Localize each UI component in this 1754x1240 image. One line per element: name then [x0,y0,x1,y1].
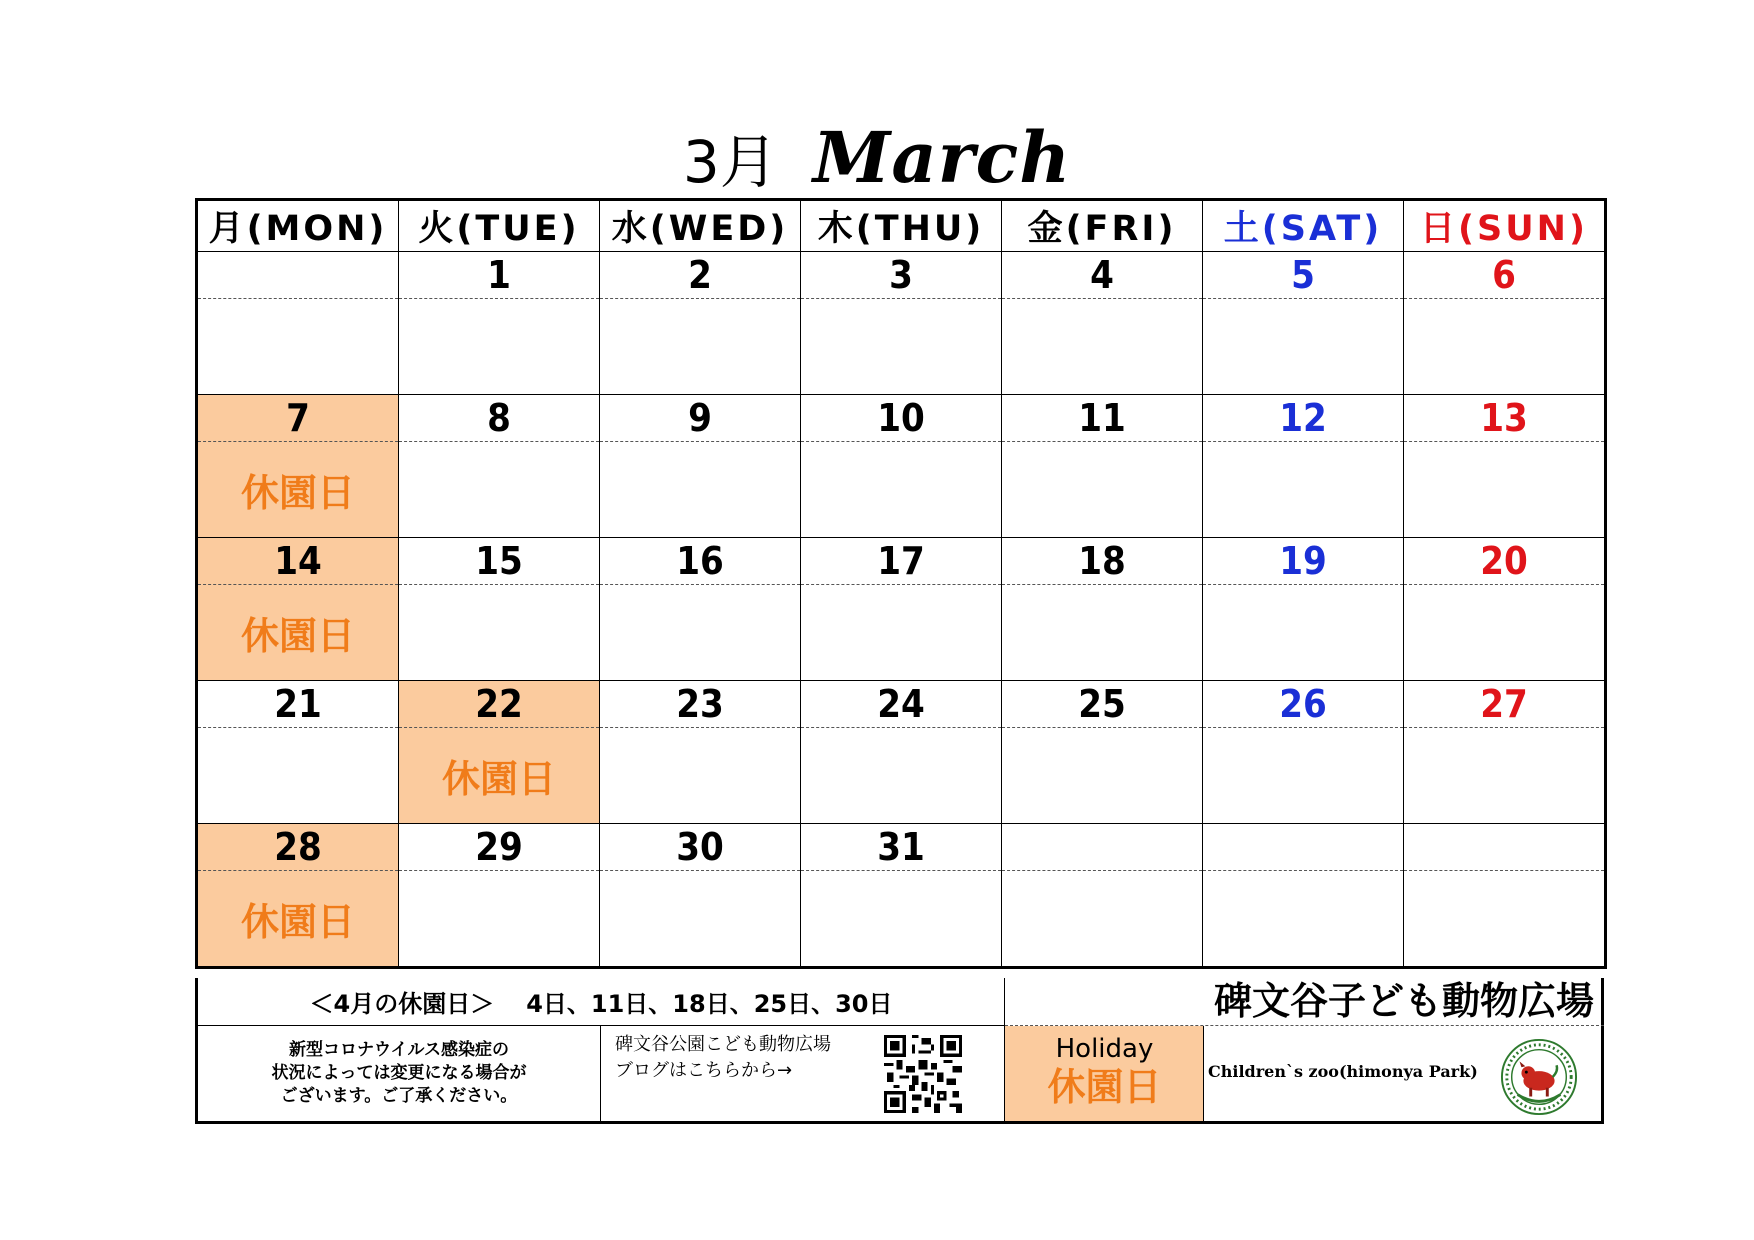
notice-line: 状況によっては変更になる場合が [271,1063,527,1083]
day-memo-cell [399,299,600,395]
weekday-header: 日(SUN) [1404,200,1606,252]
day-memo-cell [197,585,399,681]
day-number: 20 [1404,538,1606,585]
day-memo-cell [600,728,801,824]
calendar-grid [195,198,1607,969]
day-number: 11 [1002,395,1203,442]
day-number [1002,824,1203,871]
day-number: 9 [600,395,801,442]
day-memo-cell [600,871,801,968]
day-memo-cell [600,299,801,395]
april-label: ＜4月の休園日＞ [309,990,495,1018]
day-memo-cell [1404,442,1606,538]
weekday-header: 木(THU) [801,200,1002,252]
day-memo-cell [399,728,600,824]
day-number [1203,824,1404,871]
day-number: 4 [1002,252,1203,299]
day-number: 13 [1404,395,1606,442]
day-number: 21 [197,681,399,728]
day-number [197,252,399,299]
day-number: 27 [1404,681,1606,728]
day-memo-cell [1203,728,1404,824]
day-number: 28 [197,824,399,871]
day-memo-cell [1203,442,1404,538]
blog-line: 碑文谷公園こども動物広場 [615,1034,831,1055]
calendar-footer [195,978,1604,1124]
month-jp: 3月 [682,128,778,196]
day-number: 18 [1002,538,1203,585]
legend-holiday [1005,1026,1204,1121]
day-memo-cell [600,442,801,538]
day-number: 7 [197,395,399,442]
day-memo-cell [1002,299,1203,395]
april-closed-days [198,978,1005,1026]
closed-day-label: 休園日 [441,757,556,801]
day-number: 17 [801,538,1002,585]
day-number: 3 [801,252,1002,299]
day-number: 2 [600,252,801,299]
month-en: March [812,115,1072,199]
day-memo-cell [197,442,399,538]
day-number: 1 [399,252,600,299]
day-number: 5 [1203,252,1404,299]
legend-en: Holiday [1055,1034,1154,1064]
day-memo-cell [197,728,399,824]
weekday-header: 土(SAT) [1203,200,1404,252]
day-memo-cell [197,299,399,395]
closed-day-label: 休園日 [240,900,355,944]
covid-notice [198,1026,601,1121]
notice-line: 新型コロナウイルス感染症の [289,1040,509,1060]
legend-jp: 休園日 [1047,1065,1162,1109]
day-number: 12 [1203,395,1404,442]
day-number: 23 [600,681,801,728]
april-dates: 4日、11日、18日、25日、30日 [526,990,893,1018]
notice-line: ございます。ご了承ください。 [280,1086,518,1106]
weekday-header: 月(MON) [197,200,399,252]
day-memo-cell [1203,299,1404,395]
day-memo-cell [399,871,600,968]
day-memo-cell [197,871,399,968]
closed-day-label: 休園日 [240,471,355,515]
day-memo-cell [1002,871,1203,968]
day-number: 16 [600,538,801,585]
day-memo-cell [1002,442,1203,538]
zoo-name: 碑文谷子ども動物広場 [1005,978,1604,1026]
calendar-title [0,115,1754,199]
day-number: 30 [600,824,801,871]
day-memo-cell [1203,585,1404,681]
day-number [1404,824,1606,871]
day-number: 26 [1203,681,1404,728]
day-memo-cell [399,585,600,681]
day-number: 24 [801,681,1002,728]
day-memo-cell [1002,728,1203,824]
day-memo-cell [801,585,1002,681]
weekday-header: 金(FRI) [1002,200,1203,252]
blog-line: ブログはこちらから→ [615,1060,793,1081]
day-number: 19 [1203,538,1404,585]
day-memo-cell [801,871,1002,968]
closed-day-label: 休園日 [240,614,355,658]
day-number: 8 [399,395,600,442]
day-memo-cell [1404,728,1606,824]
blog-info [601,1026,1005,1121]
day-memo-cell [1203,871,1404,968]
day-memo-cell [801,442,1002,538]
day-memo-cell [399,442,600,538]
weekday-header: 水(WED) [600,200,801,252]
day-memo-cell [1404,585,1606,681]
day-memo-cell [1002,585,1203,681]
day-number: 14 [197,538,399,585]
day-memo-cell [1404,299,1606,395]
day-number: 10 [801,395,1002,442]
organization-seal-icon [1500,1038,1578,1116]
day-memo-cell [600,585,801,681]
day-memo-cell [801,728,1002,824]
park-name: Children`s zoo(himonya Park) [1208,1062,1478,1081]
day-memo-cell [801,299,1002,395]
day-number: 25 [1002,681,1203,728]
day-number: 31 [801,824,1002,871]
park-info [1204,1026,1604,1121]
day-number: 29 [399,824,600,871]
day-number: 15 [399,538,600,585]
day-number: 6 [1404,252,1606,299]
qr-code-icon[interactable] [884,1034,962,1114]
day-number: 22 [399,681,600,728]
day-memo-cell [1404,871,1606,968]
weekday-header: 火(TUE) [399,200,600,252]
